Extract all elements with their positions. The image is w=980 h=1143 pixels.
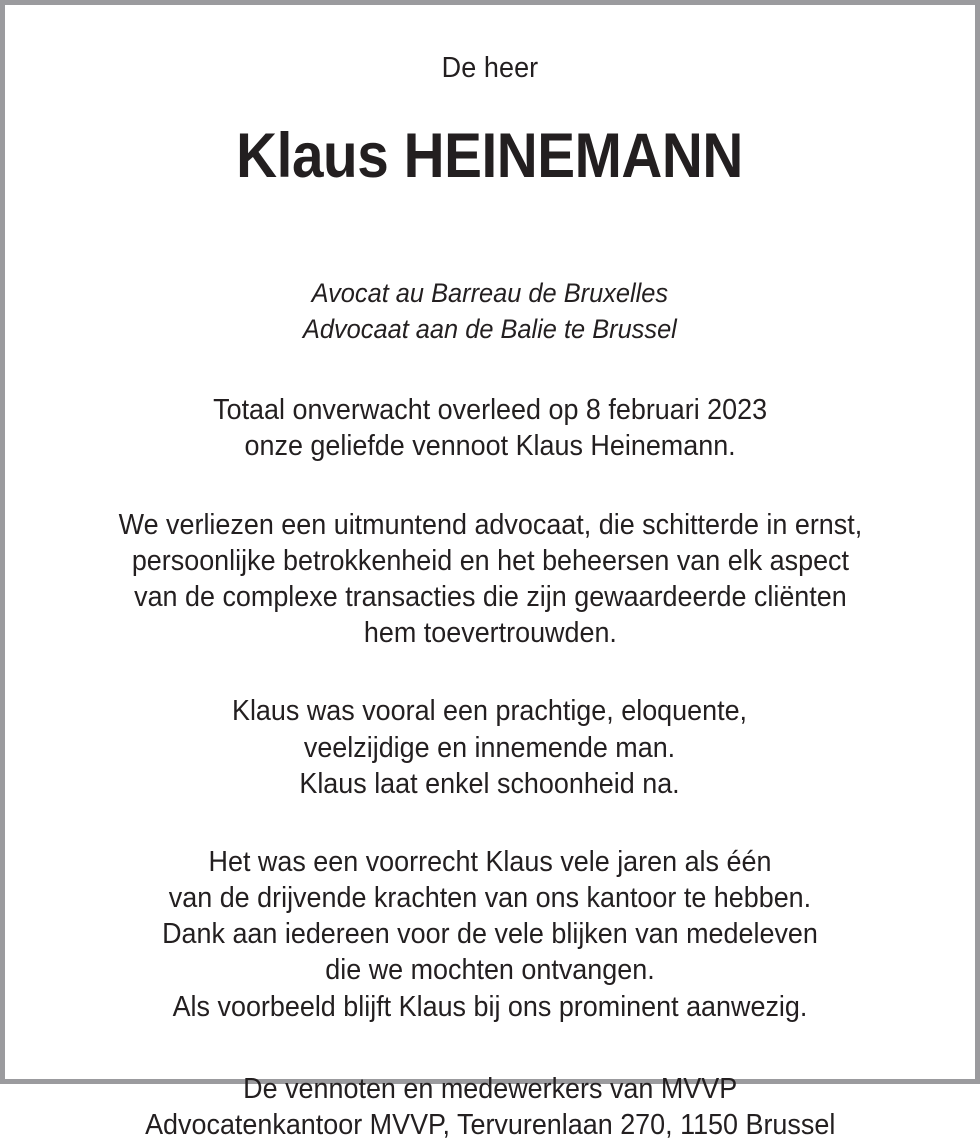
- deceased-name-heading: Klaus HEINEMANN: [236, 121, 744, 192]
- signature-block: [145, 1071, 835, 1143]
- profession-line-fr: Avocat au Barreau de Bruxelles: [311, 278, 669, 309]
- gratitude-line-3: Dank aan iedereen voor de vele blijken van medeleven: [162, 918, 818, 951]
- gratitude-message: [162, 844, 818, 1025]
- profession-titles: [303, 276, 677, 348]
- gratitude-line-4: die we mochten ontvangen.: [325, 954, 655, 987]
- character-line-1: Klaus was vooral een prachtige, eloquente,: [232, 695, 748, 728]
- signatory-name: De vennoten en medewerkers van MVVP: [242, 1072, 737, 1105]
- character-line-3: Klaus laat enkel schoonheid na.: [299, 767, 681, 800]
- character-line-2: veelzijdige en innemende man.: [304, 731, 676, 764]
- gratitude-line-5: Als voorbeeld blijft Klaus bij ons prominent aanwezig.: [172, 990, 808, 1023]
- tribute-line-2: persoonlijke betrokkenheid en het beheersen van elk aspect: [131, 544, 849, 577]
- passing-line-2: onze geliefde vennoot Klaus Heinemann.: [244, 430, 736, 463]
- tribute-line-3: van de complexe transacties die zijn gewaardeerde cliënten: [133, 580, 847, 613]
- passing-announcement: [213, 392, 767, 464]
- professional-tribute: [118, 507, 862, 652]
- profession-line-nl: Advocaat aan de Balie te Brussel: [303, 314, 677, 345]
- personal-tribute: [232, 693, 747, 802]
- signatory-address: Advocatenkantoor MVVP, Tervurenlaan 270, 1150 Brussel: [144, 1109, 836, 1142]
- gratitude-line-2: van de drijvende krachten van ons kantoor te hebben.: [168, 882, 812, 915]
- passing-line-1: Totaal onverwacht overleed op 8 februari 2023: [213, 394, 767, 427]
- tribute-line-4: hem toevertrouwden.: [363, 617, 617, 650]
- tribute-line-1: We verliezen een uitmuntend advocaat, die schitterde in ernst,: [118, 508, 862, 541]
- gratitude-line-1: Het was een voorrecht Klaus vele jaren als één: [208, 845, 772, 878]
- honorific-text: De heer: [441, 52, 539, 84]
